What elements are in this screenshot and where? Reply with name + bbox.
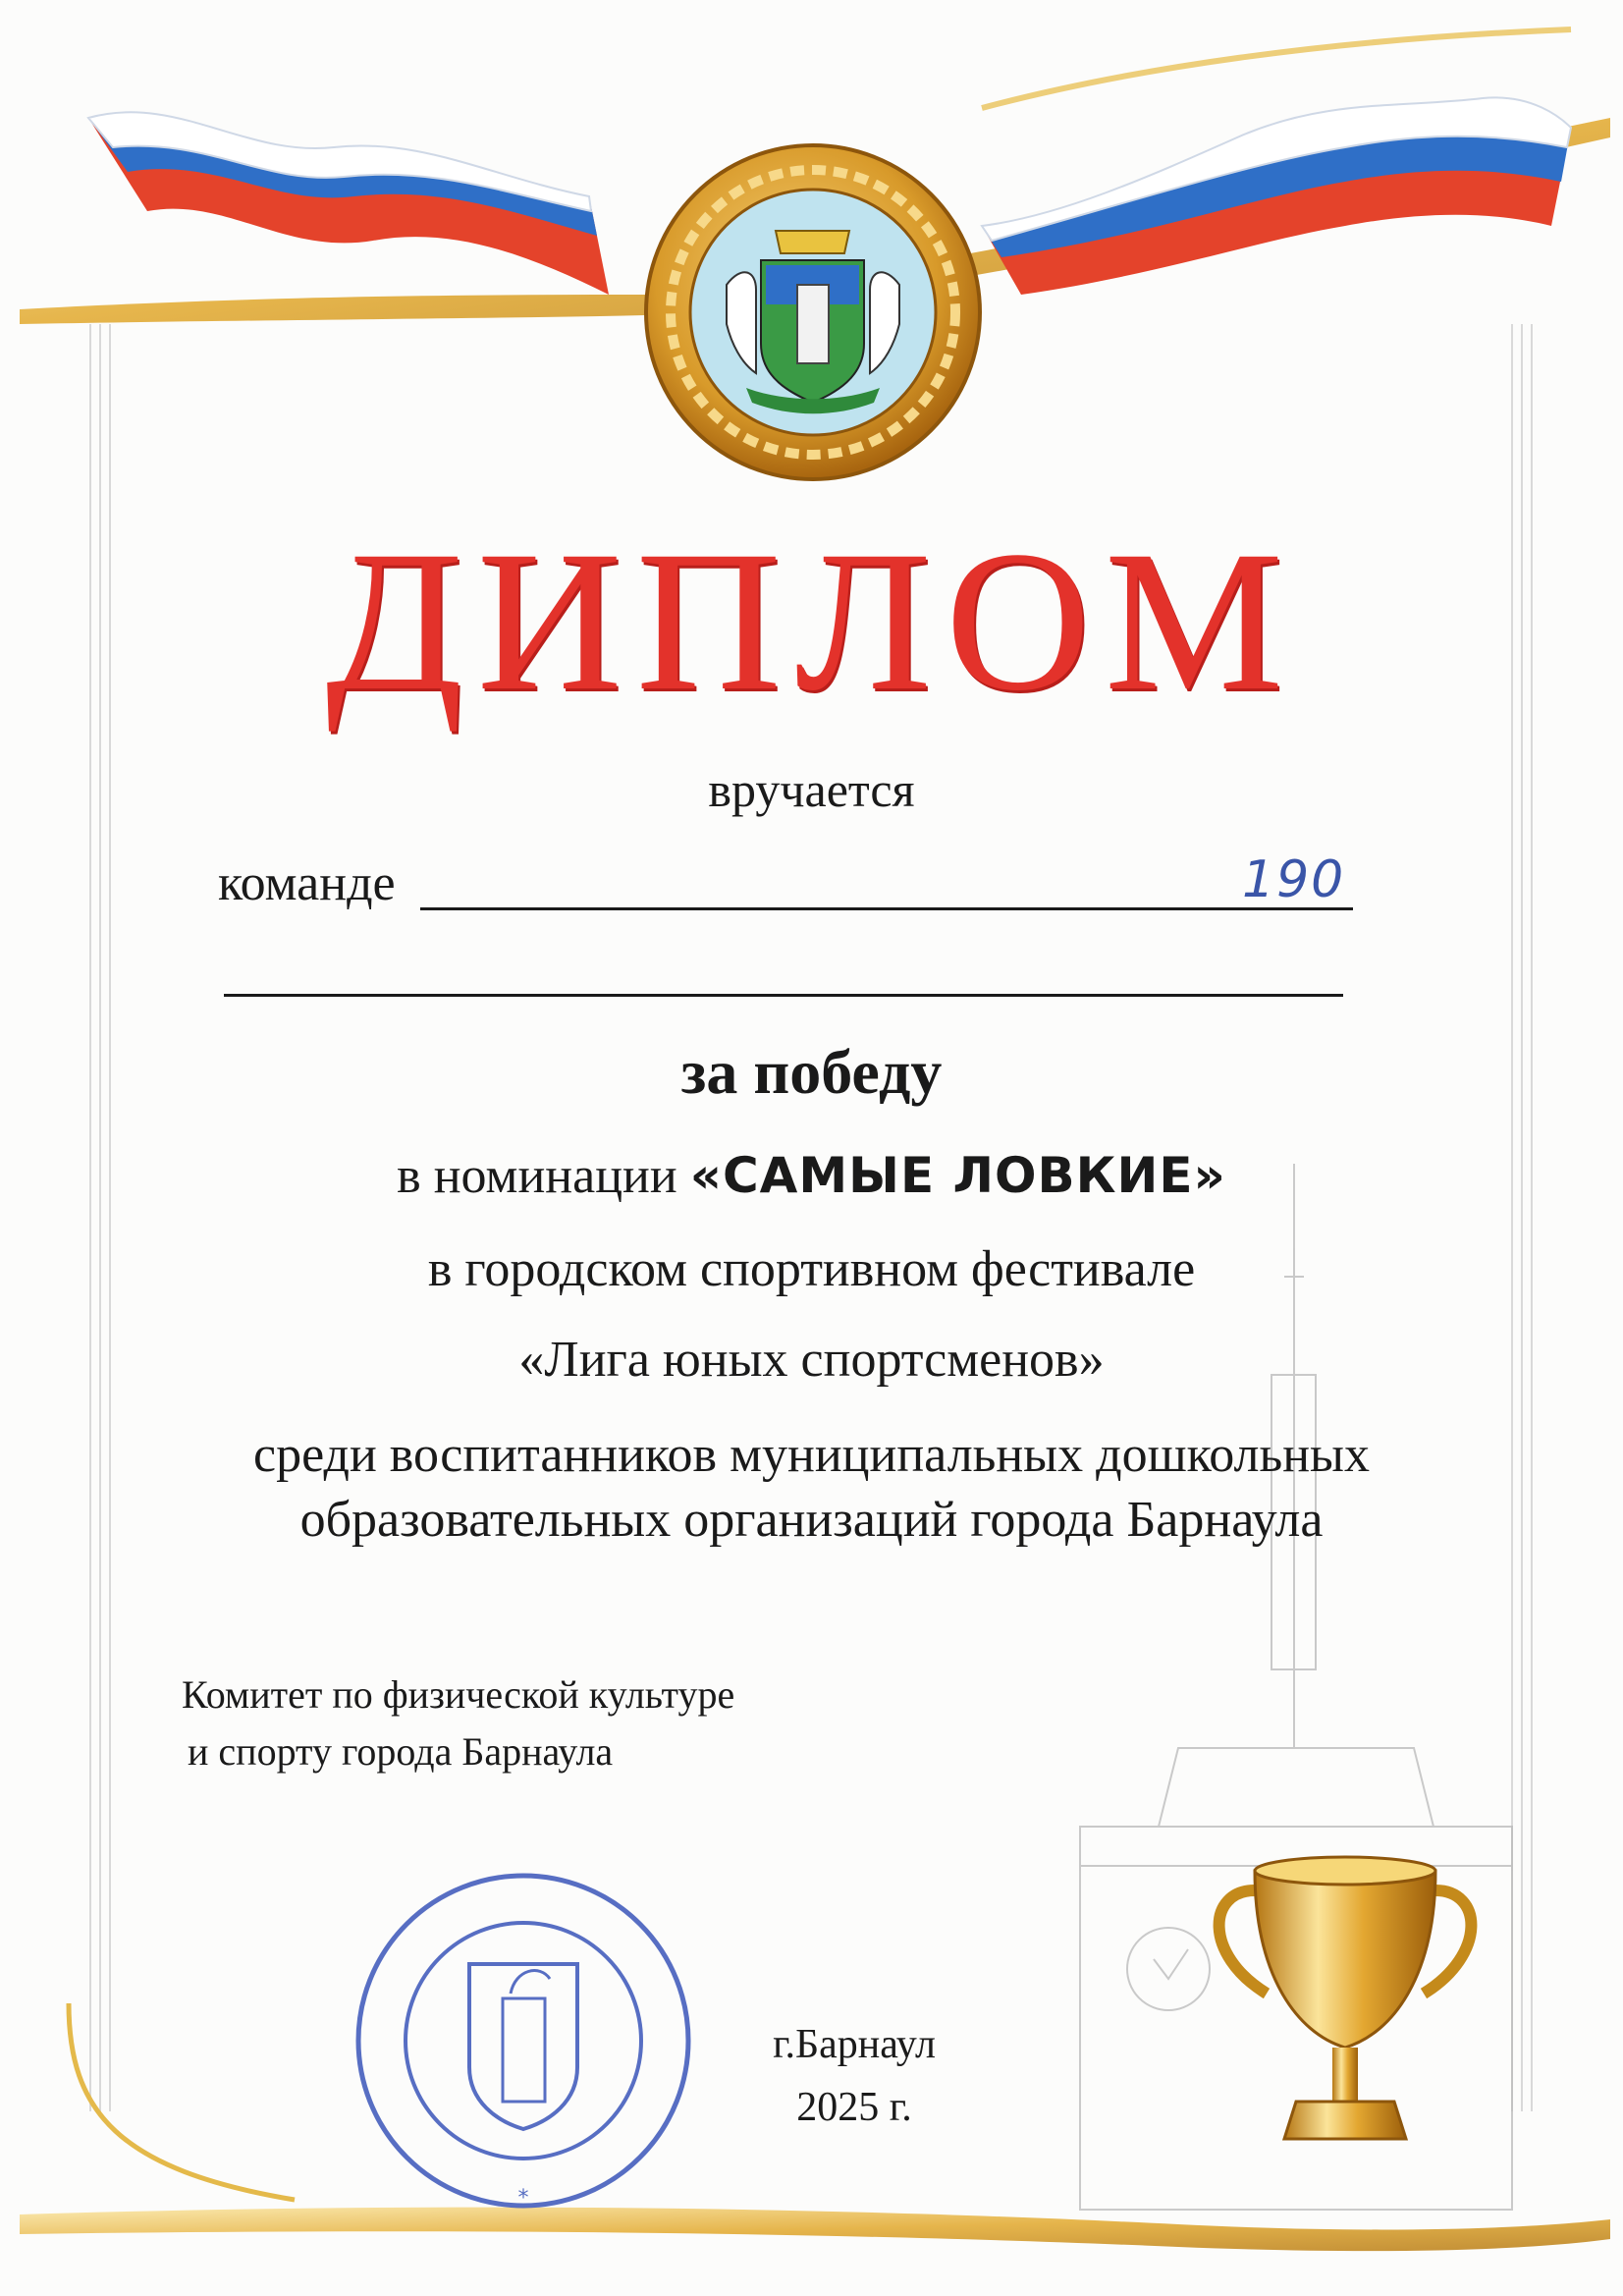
year: 2025 г. — [796, 2085, 912, 2130]
team-underline — [420, 907, 1353, 910]
festival-line: в городском спортивном фестивале — [427, 1241, 1196, 1297]
left-flag-ribbon — [88, 112, 609, 295]
committee-line-1: Комитет по физической культуре — [182, 1672, 735, 1717]
team-number: 190 — [1242, 850, 1346, 909]
nomination-line — [0, 1147, 1623, 1205]
official-stamp — [358, 1876, 688, 2211]
nomination-value: «САМЫЕ ЛОВКИЕ» — [689, 1147, 1226, 1204]
right-flag-ribbon — [982, 97, 1571, 295]
committee-line-2: и спорту города Барнаула — [188, 1729, 614, 1774]
svg-text:*: * — [517, 2186, 529, 2211]
place-and-date — [687, 2013, 1021, 2139]
building-outline — [1080, 1164, 1512, 2210]
for-win-text: за победу — [680, 1037, 943, 1107]
bottom-gold-swoosh — [20, 2208, 1610, 2252]
trophy-cup-icon — [1219, 1857, 1472, 2139]
city: г.Барнаул — [773, 2022, 936, 2067]
second-underline — [224, 994, 1343, 997]
league-name: «Лига юных спортсменов» — [518, 1332, 1105, 1388]
diploma-title: ДИПЛОМ — [325, 510, 1298, 733]
coat-of-arms-medallion — [646, 145, 980, 479]
awarded-text: вручается — [708, 762, 915, 817]
among-line-2: образовательных организаций города Барнаула — [299, 1492, 1324, 1548]
committee-signature — [182, 1667, 734, 1780]
team-label: команде — [218, 855, 396, 911]
among-line-1: среди воспитанников муниципальных дошкольных — [253, 1427, 1370, 1483]
nomination-prefix: в номинации — [397, 1148, 690, 1204]
